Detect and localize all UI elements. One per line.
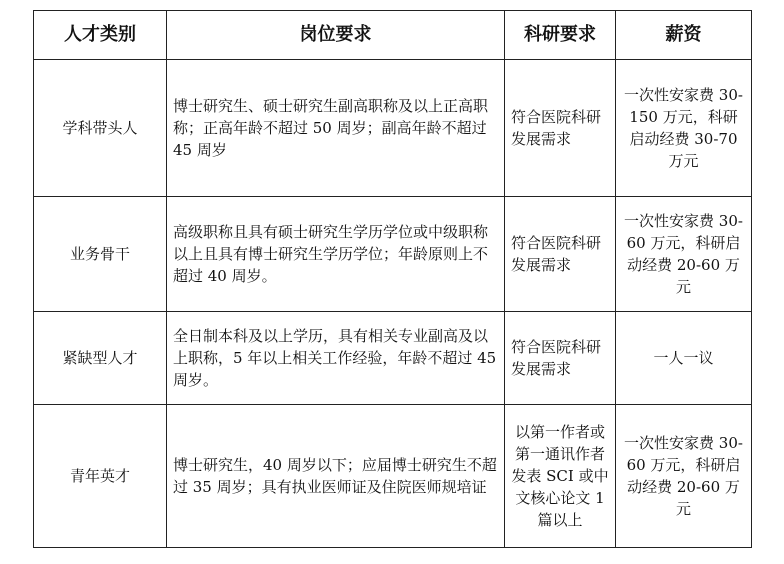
table-row [34, 197, 752, 312]
salary-cell: 一人一议 [616, 312, 752, 405]
salary-cell: 一次性安家费 30-60 万元，科研启动经费 20-60 万元 [616, 197, 752, 312]
research-requirements-cell: 符合医院科研发展需求 [505, 60, 616, 197]
research-requirements-cell: 符合医院科研发展需求 [505, 312, 616, 405]
post-requirements-cell: 全日制本科及以上学历，具有相关专业副高及以上职称，5 年以上相关工作经验，年龄不超过 45 周岁。 [167, 312, 505, 405]
research-requirements-cell: 符合医院科研发展需求 [505, 197, 616, 312]
post-requirements-cell: 博士研究生、硕士研究生副高职称及以上正高职称；正高年龄不超过 50 周岁；副高年龄不超过 45 周岁 [167, 60, 505, 197]
category-cell: 学科带头人 [34, 60, 167, 197]
category-cell: 紧缺型人才 [34, 312, 167, 405]
header-research-requirements: 科研要求 [505, 11, 616, 60]
table-row [34, 60, 752, 197]
header-salary: 薪资 [616, 11, 752, 60]
table-row [34, 312, 752, 405]
category-cell: 业务骨干 [34, 197, 167, 312]
header-row [34, 11, 752, 60]
salary-cell: 一次性安家费 30-60 万元，科研启动经费 20-60 万元 [616, 405, 752, 548]
salary-cell: 一次性安家费 30-150 万元，科研启动经费 30-70 万元 [616, 60, 752, 197]
talent-requirements-table [33, 10, 752, 548]
category-cell: 青年英才 [34, 405, 167, 548]
post-requirements-cell: 博士研究生，40 周岁以下；应届博士研究生不超过 35 周岁；具有执业医师证及住院医师规培证 [167, 405, 505, 548]
post-requirements-cell: 高级职称且具有硕士研究生学历学位或中级职称以上且具有博士研究生学历学位；年龄原则上不超过 40 周岁。 [167, 197, 505, 312]
table-row [34, 405, 752, 548]
research-requirements-cell: 以第一作者或第一通讯作者发表 SCI 或中文核心论文 1 篇以上 [505, 405, 616, 548]
header-post-requirements: 岗位要求 [167, 11, 505, 60]
header-category: 人才类别 [34, 11, 167, 60]
